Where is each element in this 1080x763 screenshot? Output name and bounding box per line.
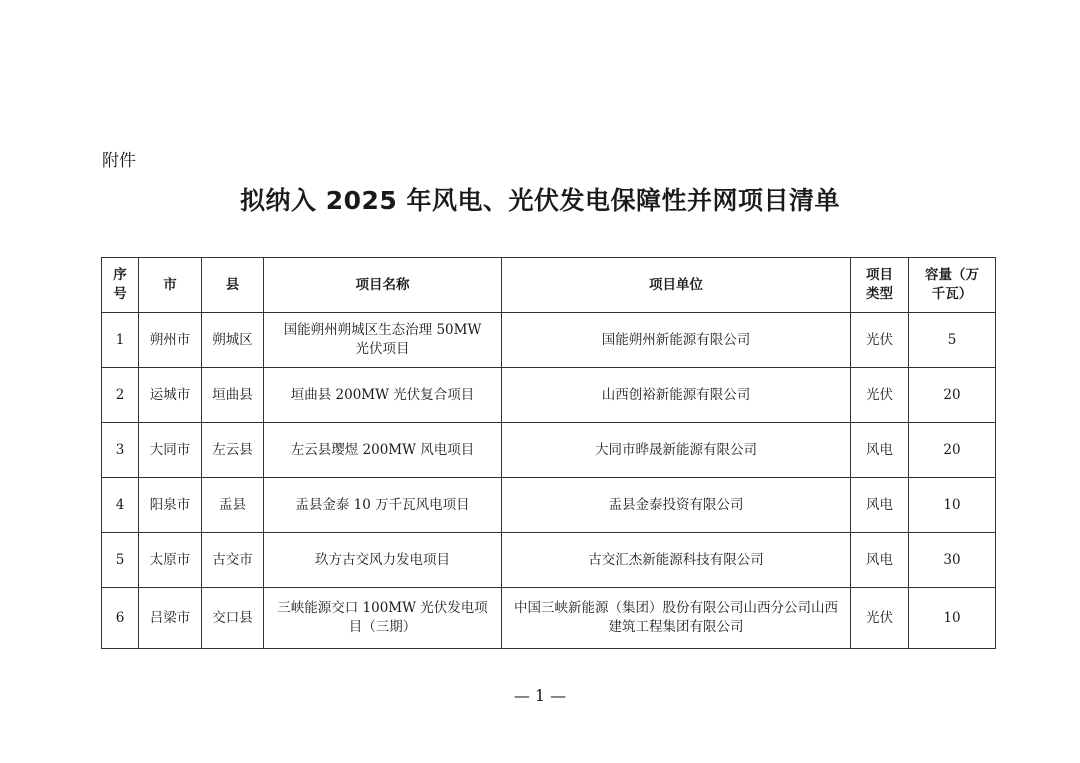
cell-county: 盂县 [202, 478, 264, 533]
cell-city: 运城市 [139, 368, 202, 423]
cell-project-type: 光伏 [851, 588, 909, 649]
cell-project-name: 国能朔州朔城区生态治理 50MW 光伏项目 [264, 313, 502, 368]
cell-project-name: 三峡能源交口 100MW 光伏发电项目（三期） [264, 588, 502, 649]
cell-city: 朔州市 [139, 313, 202, 368]
cell-county: 左云县 [202, 423, 264, 478]
table-row [102, 533, 996, 588]
cell-project-name: 玖方古交风力发电项目 [264, 533, 502, 588]
cell-project-type: 风电 [851, 533, 909, 588]
table-row [102, 423, 996, 478]
table-header-row [102, 258, 996, 313]
cell-capacity: 10 [909, 588, 996, 649]
cell-county: 垣曲县 [202, 368, 264, 423]
cell-project-type: 光伏 [851, 313, 909, 368]
cell-index: 3 [102, 423, 139, 478]
cell-index: 6 [102, 588, 139, 649]
header-project-type: 项目类型 [851, 258, 909, 313]
cell-index: 1 [102, 313, 139, 368]
cell-project-type: 风电 [851, 478, 909, 533]
cell-county: 交口县 [202, 588, 264, 649]
cell-project-unit: 中国三峡新能源（集团）股份有限公司山西分公司山西建筑工程集团有限公司 [502, 588, 851, 649]
cell-project-name: 左云县璎煜 200MW 风电项目 [264, 423, 502, 478]
cell-project-type: 风电 [851, 423, 909, 478]
header-city: 市 [139, 258, 202, 313]
cell-project-name: 盂县金泰 10 万千瓦风电项目 [264, 478, 502, 533]
table-row [102, 588, 996, 649]
cell-capacity: 20 [909, 423, 996, 478]
cell-county: 朔城区 [202, 313, 264, 368]
cell-capacity: 5 [909, 313, 996, 368]
cell-project-unit: 国能朔州新能源有限公司 [502, 313, 851, 368]
cell-city: 大同市 [139, 423, 202, 478]
table-row [102, 368, 996, 423]
header-capacity: 容量（万千瓦） [909, 258, 996, 313]
cell-capacity: 10 [909, 478, 996, 533]
header-project-name: 项目名称 [264, 258, 502, 313]
cell-project-unit: 山西创裕新能源有限公司 [502, 368, 851, 423]
document-title: 拟纳入 2025 年风电、光伏发电保障性并网项目清单 [240, 186, 840, 215]
table-row [102, 478, 996, 533]
cell-capacity: 20 [909, 368, 996, 423]
cell-index: 4 [102, 478, 139, 533]
cell-project-unit: 古交汇杰新能源科技有限公司 [502, 533, 851, 588]
cell-capacity: 30 [909, 533, 996, 588]
cell-city: 吕梁市 [139, 588, 202, 649]
attachment-label: 附件 [102, 151, 136, 171]
header-project-unit: 项目单位 [502, 258, 851, 313]
page-number: — 1 — [513, 686, 567, 705]
table-row [102, 313, 996, 368]
cell-project-unit: 大同市晔晟新能源有限公司 [502, 423, 851, 478]
cell-city: 阳泉市 [139, 478, 202, 533]
cell-project-unit: 盂县金泰投资有限公司 [502, 478, 851, 533]
cell-city: 太原市 [139, 533, 202, 588]
cell-index: 2 [102, 368, 139, 423]
cell-project-type: 光伏 [851, 368, 909, 423]
project-list-table [101, 257, 996, 649]
cell-county: 古交市 [202, 533, 264, 588]
cell-project-name: 垣曲县 200MW 光伏复合项目 [264, 368, 502, 423]
header-county: 县 [202, 258, 264, 313]
cell-index: 5 [102, 533, 139, 588]
header-index: 序号 [102, 258, 139, 313]
